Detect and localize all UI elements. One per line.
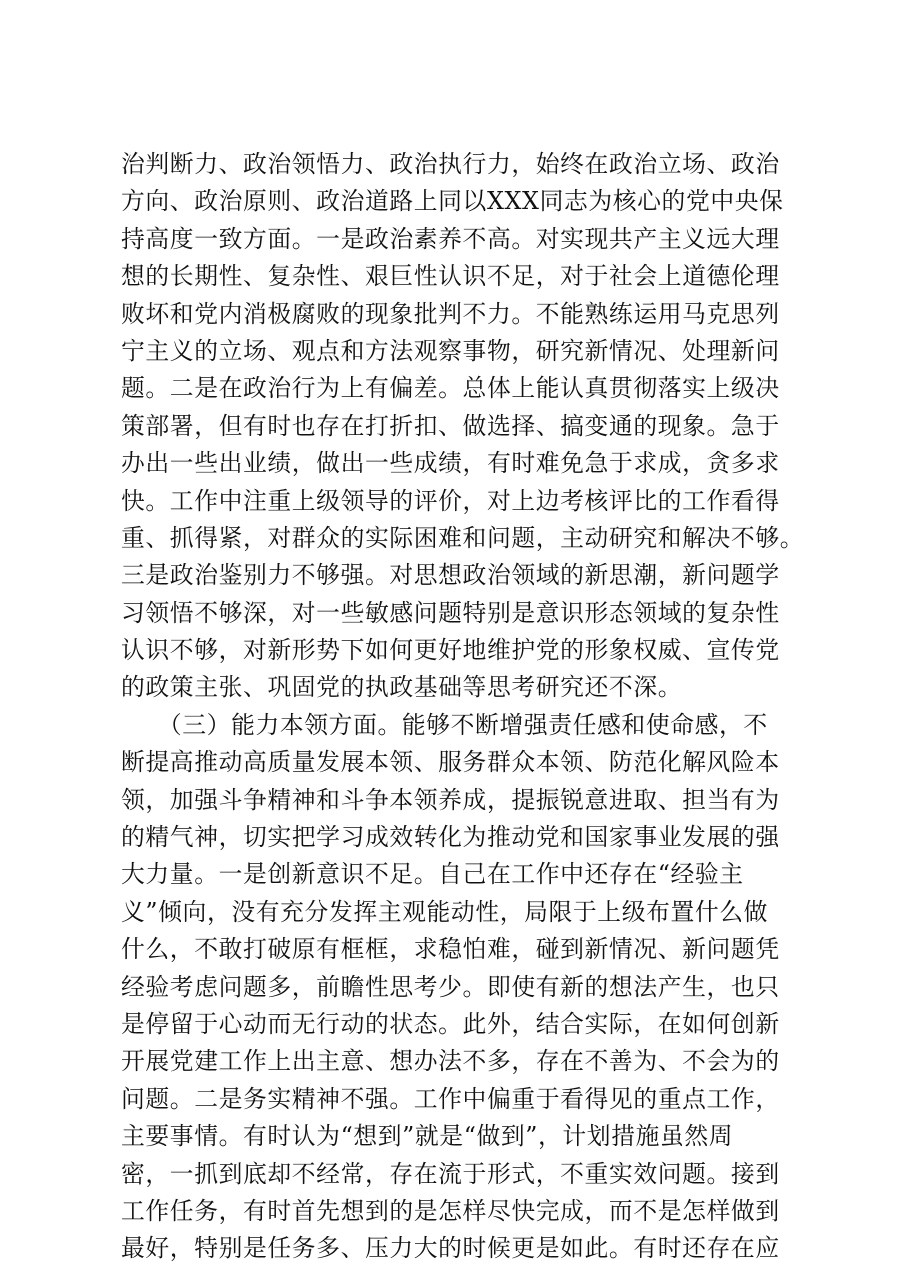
text-line: 策部署，但有时也存在打折扣、做选择、搞变通的现象。急于 (121, 411, 780, 440)
text-line: 什么，不敢打破原有框框，求稳怕难，碰到新情况、新问题凭 (121, 935, 780, 964)
text-line: 题。二是在政治行为上有偏差。总体上能认真贯彻落实上级决 (121, 374, 780, 403)
text-line: 习领悟不够深，对一些敏感问题特别是意识形态领域的复杂性 (121, 598, 780, 627)
text-line: 大力量。一是创新意识不足。自己在工作中还存在“经验主 (121, 860, 744, 889)
text-line: 的政策主张、巩固党的执政基础等思考研究还不深。 (121, 673, 683, 702)
text-line: 方向、政治原则、政治道路上同以XXX同志为核心的党中央保 (121, 187, 784, 216)
text-line: 最好，特别是任务多、压力大的时候更是如此。有时还存在应 (121, 1234, 780, 1263)
text-line: 认识不够，对新形势下如何更好地维护党的形象权威、宣传党 (121, 636, 780, 665)
text-line: 义”倾向，没有充分发挥主观能动性，局限于上级布置什么做 (121, 897, 769, 926)
text-line: （三）能力本领方面。能够不断增强责任感和使命感，不 (121, 710, 768, 739)
text-line: 的精气神，切实把学习成效转化为推动党和国家事业发展的强 (121, 823, 780, 852)
text-line: 领，加强斗争精神和斗争本领养成，提振锐意进取、担当有为 (121, 785, 780, 814)
text-line: 密，一抓到底却不经常，存在流于形式，不重实效问题。接到 (121, 1159, 780, 1188)
text-line: 开展党建工作上出主意、想办法不多，存在不善为、不会为的 (121, 1047, 780, 1076)
text-line: 三是政治鉴别力不够强。对思想政治领域的新思潮，新问题学 (121, 561, 780, 590)
text-line: 问题。二是务实精神不强。工作中偏重于看得见的重点工作， (121, 1084, 780, 1113)
text-line: 快。工作中注重上级领导的评价，对上边考核评比的工作看得 (121, 486, 780, 515)
text-line: 想的长期性、复杂性、艰巨性认识不足，对于社会上道德伦理 (121, 262, 780, 291)
text-line: 重、抓得紧，对群众的实际困难和问题，主动研究和解决不够。 (121, 523, 805, 552)
text-line: 工作任务，有时首先想到的是怎样尽快完成，而不是怎样做到 (121, 1196, 780, 1225)
text-line: 治判断力、政治领悟力、政治执行力，始终在政治立场、政治 (121, 150, 780, 178)
text-line: 办出一些出业绩，做出一些成绩，有时难免急于求成，贪多求 (121, 449, 780, 478)
text-line: 败坏和党内消极腐败的现象批判不力。不能熟练运用马克思列 (121, 299, 780, 328)
text-line: 是停留于心动而无行动的状态。此外，结合实际，在如何创新 (121, 1009, 780, 1038)
text-line: 经验考虑问题多，前瞻性思考少。即使有新的想法产生，也只 (121, 972, 780, 1001)
text-line: 断提高推动高质量发展本领、服务群众本领、防范化解风险本 (121, 748, 780, 777)
text-line: 主要事情。有时认为“想到”就是“做到”，计划措施虽然周 (121, 1122, 734, 1151)
text-line: 持高度一致方面。一是政治素养不高。对实现共产主义远大理 (121, 224, 780, 253)
body-text (121, 146, 841, 1268)
text-line: 宁主义的立场、观点和方法观察事物，研究新情况、处理新问 (121, 336, 780, 365)
